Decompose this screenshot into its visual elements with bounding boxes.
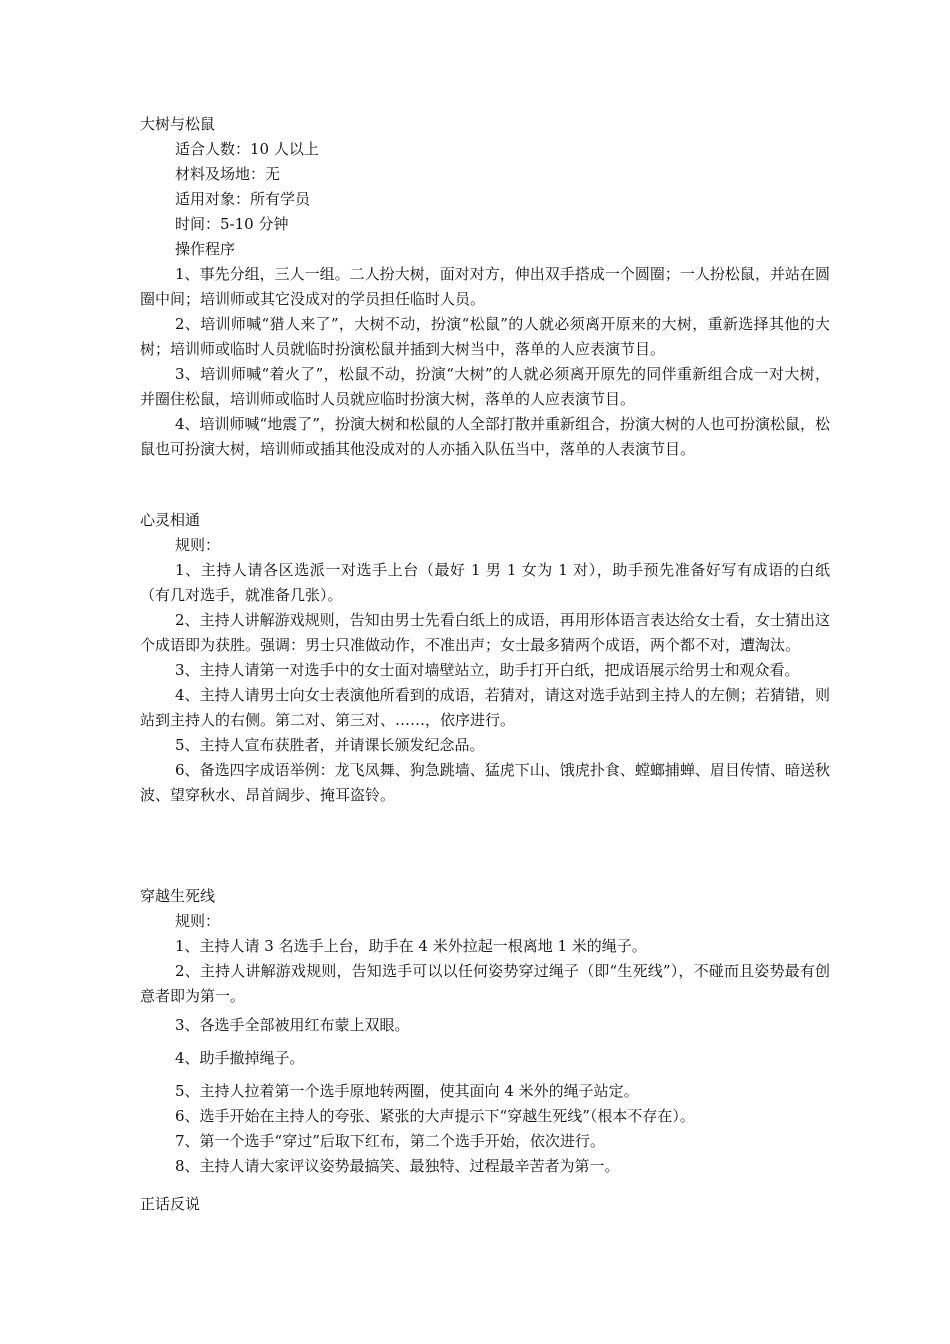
section-title: 大树与松鼠 <box>140 115 216 133</box>
info-line: 规则： <box>175 912 221 930</box>
rule-paragraph: 1、主持人请 3 名选手上台，助手在 4 米外拉起一根离地 1 米的绳子。 <box>175 937 647 955</box>
info-line: 适用对象：所有学员 <box>175 190 311 208</box>
rule-paragraph: 6、备选四字成语举例：龙飞凤舞、狗急跳墙、猛虎下山、饿虎扑食、螳螂捕蝉、眉目传情、暗送秋波、望穿秋水、昂首阔步、掩耳盗铃。 <box>140 761 830 804</box>
rule-paragraph: 2、主持人讲解游戏规则，告知选手可以以任何姿势穿过绳子（即“生死线”），不碰而且姿势最有创意者即为第一。 <box>140 962 830 1005</box>
section-cross-life-death-line <box>140 884 830 1179</box>
section-big-tree-squirrel <box>140 112 830 462</box>
rule-paragraph: 4、培训师喊“地震了”，扮演大树和松鼠的人全部打散并重新组合，扮演大树的人也可扮演松鼠，松鼠也可扮演大树，培训师或插其他没成对的人亦插入队伍当中，落单的人表演节目。 <box>140 415 830 458</box>
rule-paragraph: 3、各选手全部被用红布蒙上双眼。 <box>175 1016 410 1034</box>
info-line: 材料及场地：无 <box>175 165 281 183</box>
rule-paragraph: 1、主持人请各区选派一对选手上台（最好 1 男 1 女为 1 对），助手预先准备好写有成语的白纸（有几对选手，就准备几张）。 <box>140 561 830 604</box>
rule-paragraph: 4、助手撤掉绳子。 <box>175 1049 305 1067</box>
section-opposite-speech <box>140 1192 830 1217</box>
rule-paragraph: 5、主持人宣布获胜者，并请课长颁发纪念品。 <box>175 736 485 754</box>
rule-paragraph: 6、选手开始在主持人的夸张、紧张的大声提示下“穿越生死线”（根本不存在）。 <box>175 1107 695 1125</box>
rule-paragraph: 5、主持人拉着第一个选手原地转两圈，使其面向 4 米外的绳子站定。 <box>175 1082 639 1100</box>
rule-paragraph: 4、主持人请男士向女士表演他所看到的成语，若猜对，请这对选手站到主持人的左侧；若猜错，则站到主持人的右侧。第二对、第三对、……，依序进行。 <box>140 686 830 729</box>
info-line: 规则： <box>175 536 221 554</box>
section-title: 正话反说 <box>140 1195 201 1213</box>
rule-paragraph: 8、主持人请大家评议姿势最搞笑、最独特、过程最辛苦者为第一。 <box>175 1157 620 1175</box>
info-line: 时间：5-10 分钟 <box>175 215 289 233</box>
section-heart-connection <box>140 508 830 808</box>
rule-paragraph: 3、主持人请第一对选手中的女士面对墙壁站立，助手打开白纸，把成语展示给男士和观众看。 <box>175 661 800 679</box>
rule-paragraph: 2、主持人讲解游戏规则，告知由男士先看白纸上的成语，再用形体语言表达给女士看，女士猜出这个成语即为获胜。强调：男士只准做动作，不准出声；女士最多猜两个成语，两个都不对，遭淘汰。 <box>140 611 830 654</box>
info-line: 操作程序 <box>175 240 236 258</box>
rule-paragraph: 1、事先分组，三人一组。二人扮大树，面对对方，伸出双手搭成一个圆圈；一人扮松鼠，并站在圆圈中间；培训师或其它没成对的学员担任临时人员。 <box>140 265 830 308</box>
section-title: 穿越生死线 <box>140 887 216 905</box>
info-line: 适合人数：10 人以上 <box>175 140 319 158</box>
rule-paragraph: 7、第一个选手“穿过”后取下红布，第二个选手开始，依次进行。 <box>175 1132 605 1150</box>
rule-paragraph: 3、培训师喊“着火了”，松鼠不动，扮演“大树”的人就必须离开原先的同伴重新组合成一对大树，并圈住松鼠，培训师或临时人员就应临时扮演大树，落单的人应表演节目。 <box>140 365 830 408</box>
section-title: 心灵相通 <box>140 511 201 529</box>
rule-paragraph: 2、培训师喊“猎人来了”，大树不动，扮演“松鼠”的人就必须离开原来的大树，重新选择其他的大树；培训师或临时人员就临时扮演松鼠并插到大树当中，落单的人应表演节目。 <box>140 315 830 358</box>
